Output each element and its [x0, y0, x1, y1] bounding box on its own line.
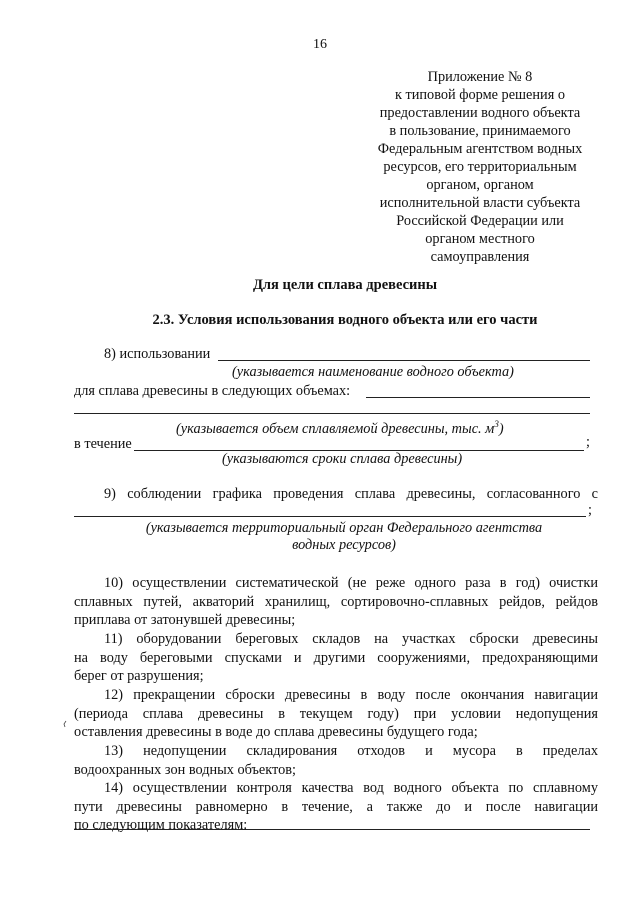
hint-volume: (указывается объем сплавляемой древесины, тыс. $м^3$) — [176, 419, 504, 437]
appendix-line: предоставлении водного объекта — [379, 105, 581, 121]
appendix-line: Приложение № 8 — [427, 69, 533, 85]
section-heading: 2.3. Условия использования водного объекта или его части — [152, 312, 538, 328]
item12-paragraph: 12) прекращении сброски древесины в воду после окончания навигации (периода сплава древесины в текущем году) при условии недопущения оставления древесины в воде до сплава древесины будущего года; — [74, 687, 598, 741]
indicators-field — [74, 829, 590, 830]
appendix-line: в пользование, принимаемого — [389, 123, 571, 139]
item9-semicolon: ; — [588, 502, 592, 518]
appendix-header — [360, 68, 600, 266]
appendix-line: к типовой форме решения о — [394, 87, 565, 103]
item9-text: 9) соблюдении графика проведения сплава древесины, согласованного с — [104, 486, 598, 502]
appendix-line: органом, органом — [426, 177, 534, 193]
volumes-label: для сплава древесины в следующих объемах: — [74, 383, 351, 399]
volume-field-2 — [74, 413, 590, 414]
item8-label: 8) использовании — [104, 346, 211, 362]
volume-field-1 — [366, 397, 590, 398]
item13-paragraph: 13) недопущении складирования отходов и мусора в пределах водоохранных зон водных объектов; — [74, 743, 598, 778]
pen-mark-icon — [62, 720, 68, 728]
during-label: в течение — [74, 436, 132, 452]
hint-territorial-2: водных ресурсов) — [292, 537, 396, 553]
territorial-organ-field — [74, 516, 586, 517]
appendix-line: самоуправления — [430, 249, 530, 265]
appendix-line: исполнительной власти субъекта — [379, 195, 581, 211]
appendix-line: органом местного — [425, 231, 535, 247]
terms-semicolon: ; — [586, 434, 590, 450]
item10-paragraph: 10) осуществлении систематической (не реже одного раза в год) очистки сплавных путей, акваторий хранилищ, сортировочно-сплавных рейдов, рейдов приплава от затонувшей древесины; — [74, 575, 598, 629]
item14-paragraph: 14) осуществлении контроля качества вод водного объекта по сплавному пути древесины равномерно в течение, а также до и после навигации по следующим показателям: — [74, 780, 598, 834]
hint-water-object: (указывается наименование водного объекта) — [232, 364, 514, 380]
appendix-line: Федеральным агентством водных — [377, 141, 583, 157]
hint-terms: (указываются сроки сплава древесины) — [222, 451, 463, 467]
hint-territorial-1: (указывается территориальный орган Федерального агентства — [145, 520, 543, 536]
water-object-field — [218, 360, 590, 361]
item11-paragraph: 11) оборудовании береговых складов на участках сброски древесины на воду береговыми спусками и другими сооружениями, предохраняющими берег от разрушения; — [74, 631, 598, 685]
appendix-line: ресурсов, его территориальным — [383, 159, 577, 175]
purpose-heading: Для цели сплава древесины — [252, 277, 438, 293]
page-number: 16 — [313, 37, 327, 52]
appendix-line: Российской Федерации или — [396, 213, 564, 229]
